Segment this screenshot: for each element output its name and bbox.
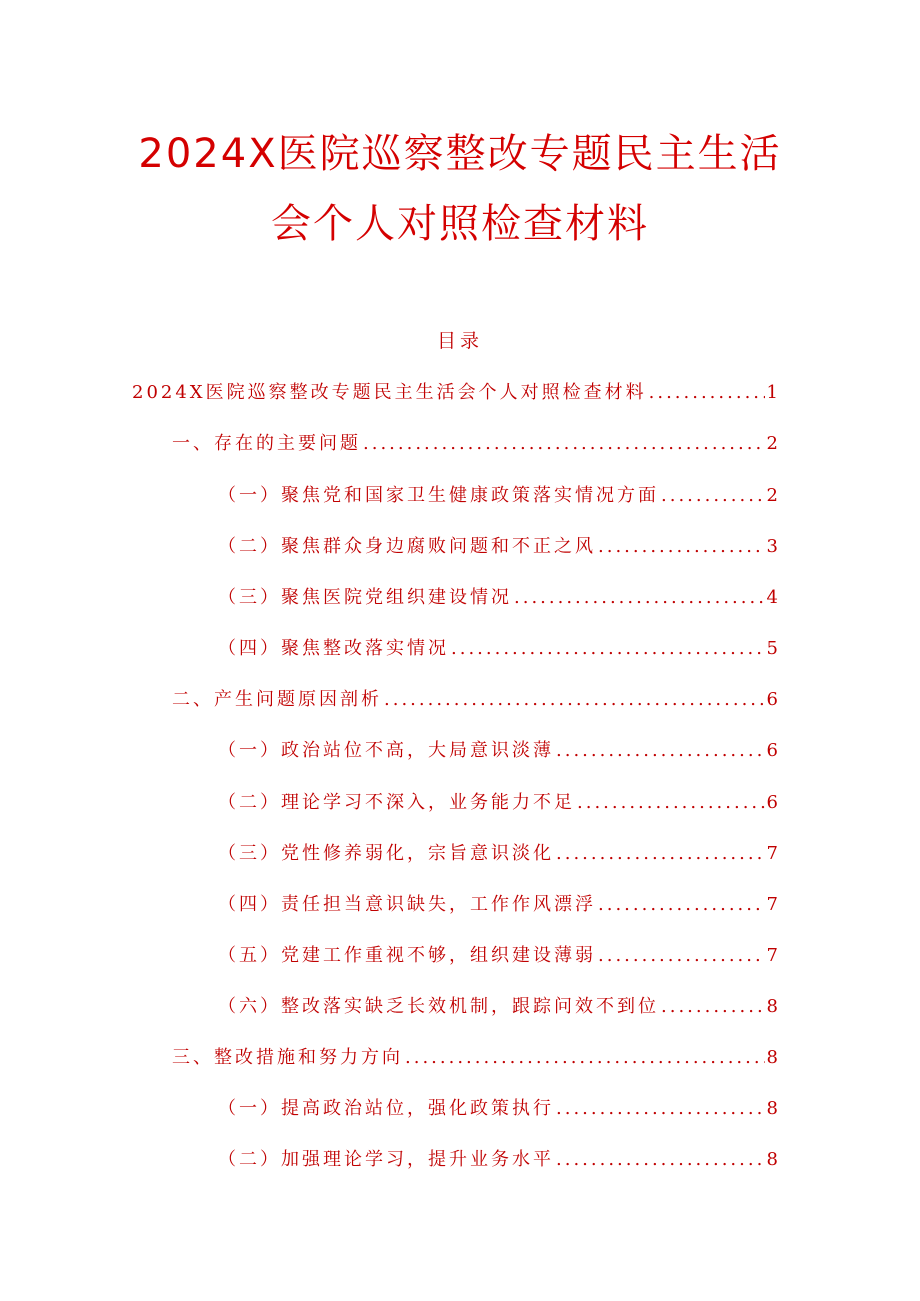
toc-dot-leader: [405, 1044, 765, 1072]
toc-page-number: 8: [766, 1149, 778, 1170]
toc-entry-label: （一）提高政治站位，强化政策执行: [218, 1098, 554, 1119]
toc-dot-leader: [598, 891, 765, 919]
toc-entry[interactable]: [218, 635, 778, 663]
toc-dot-leader: [384, 686, 765, 714]
toc-entry-label: （二）加强理论学习，提升业务水平: [218, 1149, 554, 1170]
toc-dot-leader: [598, 533, 765, 561]
toc-dot-leader: [661, 993, 765, 1021]
toc-dot-leader: [577, 789, 765, 817]
toc-entry-label: （二）理论学习不深入，业务能力不足: [218, 792, 575, 813]
toc-page-number: 3: [766, 536, 778, 557]
toc-entry-label: （四）聚焦整改落实情况: [218, 638, 449, 659]
toc-entry-label: 2024X医院巡察整改专题民主生活会个人对照检查材料: [132, 382, 647, 403]
toc-entry[interactable]: [172, 430, 778, 458]
document-title-line-2: 会个人对照检查材料: [271, 201, 649, 247]
toc-page-number: 7: [766, 894, 778, 915]
toc-page-number: 8: [766, 1098, 778, 1119]
toc-dot-leader: [556, 840, 765, 868]
toc-dot-leader: [451, 635, 765, 663]
toc-entry[interactable]: [172, 1044, 778, 1072]
toc-entry[interactable]: [218, 533, 778, 561]
toc-entry-label: （二）聚焦群众身边腐败问题和不正之风: [218, 536, 596, 557]
toc-page-number: 7: [766, 945, 778, 966]
toc-page-number: 7: [766, 843, 778, 864]
toc-entry[interactable]: [218, 737, 778, 765]
toc-page-number: 6: [766, 740, 778, 761]
toc-entry-label: （五）党建工作重视不够，组织建设薄弱: [218, 945, 596, 966]
toc-entry[interactable]: [218, 840, 778, 868]
toc-page-number: 6: [766, 792, 778, 813]
toc-entry-label: （四）责任担当意识缺失，工作作风漂浮: [218, 894, 596, 915]
toc-heading: 目录: [436, 330, 483, 352]
toc-dot-leader: [649, 379, 765, 407]
toc-entry[interactable]: [218, 942, 778, 970]
toc-entry[interactable]: [218, 1146, 778, 1174]
toc-dot-leader: [661, 482, 765, 510]
toc-entry[interactable]: [218, 584, 778, 612]
toc-entry[interactable]: [218, 789, 778, 817]
toc-dot-leader: [363, 430, 765, 458]
toc-page-number: 2: [766, 485, 778, 506]
document-title-line-1: 2024X医院巡察整改专题民主生活: [138, 131, 782, 177]
toc-entry[interactable]: [218, 891, 778, 919]
toc-page-number: 6: [766, 689, 778, 710]
toc-dot-leader: [556, 1146, 765, 1174]
toc-dot-leader: [514, 584, 765, 612]
toc-entry[interactable]: [218, 993, 778, 1021]
toc-entry-label: 二、产生问题原因剖析: [172, 689, 382, 710]
toc-entry[interactable]: [132, 379, 778, 407]
toc-entry[interactable]: [218, 1095, 778, 1123]
toc-entry[interactable]: [218, 482, 778, 510]
toc-dot-leader: [556, 1095, 765, 1123]
toc-entry-label: 三、整改措施和努力方向: [172, 1047, 403, 1068]
toc-page-number: 8: [766, 1047, 778, 1068]
toc-entry-label: （三）党性修养弱化，宗旨意识淡化: [218, 843, 554, 864]
toc-entry-label: （三）聚焦医院党组织建设情况: [218, 587, 512, 608]
toc-dot-leader: [598, 942, 765, 970]
toc-entry[interactable]: [172, 686, 778, 714]
toc-entry-label: 一、存在的主要问题: [172, 433, 361, 454]
toc-page-number: 4: [766, 587, 778, 608]
toc-page-number: 8: [766, 996, 778, 1017]
toc-page-number: 1: [766, 382, 778, 403]
toc-page-number: 5: [766, 638, 778, 659]
toc-dot-leader: [556, 737, 765, 765]
toc-entry-label: （一）聚焦党和国家卫生健康政策落实情况方面: [218, 485, 659, 506]
toc-entry-label: （六）整改落实缺乏长效机制，跟踪问效不到位: [218, 996, 659, 1017]
toc-entry-label: （一）政治站位不高，大局意识淡薄: [218, 740, 554, 761]
toc-page-number: 2: [766, 433, 778, 454]
